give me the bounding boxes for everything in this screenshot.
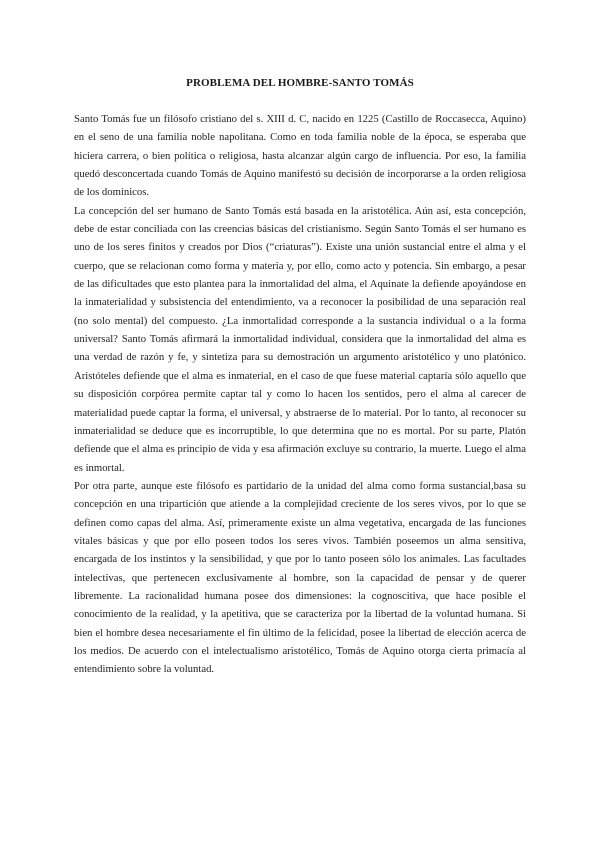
document-body <box>74 110 526 679</box>
page-title: PROBLEMA DEL HOMBRE-SANTO TOMÁS <box>186 77 414 89</box>
paragraph-biography: Santo Tomás fue un filósofo cristiano del s. XIII d. C, nacido en 1225 (Castillo de Roccasecca, Aquino) en el seno de una familia noble napolitana. Como en toda familia noble de la época, se esperaba que hiciera carrera, o bien política o religiosa, hasta alcanzar algún cargo de influencia. Por eso, la familia quedó desconcertada cuando Tomás de Aquino manifestó su decisión de incorporarse a la orden religiosa de los dominicos. <box>74 113 526 199</box>
paragraph-soul-tripartition: Por otra parte, aunque este filósofo es partidario de la unidad del alma como forma sustancial,basa su concepción en una tripartición que atiende a la complejidad creciente de los seres vivos, por lo que se definen como capas del alma. Así, primeramente existe un alma vegetativa, encargada de las funciones vitales básicas y que por ello poseen todos los seres vivos. También poseemos un alma sensitiva, encargada de los instintos y la sensibilidad, y que por lo tanto poseen sólo los animales. Las facultades intelectivas, que pertenecen exclusivamente al hombre, son la capacidad de pensar y de querer libremente. La racionalidad humana posee dos dimensiones: la cognoscitiva, que hace posible el conocimiento de la realidad, y la apetitiva, que se caracteriza por la libertad de la voluntad humana. Si bien el hombre desea necesariamente el fin último de la felicidad, posee la libertad de elección acerca de los medios. De acuerdo con el intelectualismo aristotélico, Tomás de Aquino otorga cierta primacía al entendimiento sobre la voluntad. <box>74 479 526 676</box>
paragraph-soul-immortality: La concepción del ser humano de Santo Tomás está basada en la aristotélica. Aún así, esta concepción, debe de estar conciliada con las creencias básicas del cristianismo. Según Santo Tomás el ser humano es uno de los seres finitos y creados por Dios (“criaturas”). Existe una unión sustancial entre el alma y el cuerpo, que se relacionan como forma y materia y, por ello, como acto y potencia. Sin embargo, a pesar de las dificultades que esto plantea para la inmortalidad del alma, el Aquinate la defiende apoyándose en la inmaterialidad y subsistencia del entendimiento, va a reconocer la posibilidad de una separación real (no solo mental) del compuesto. ¿La inmortalidad corresponde a la sustancia individual o a la forma universal? Santo Tomás afirmará la inmortalidad individual, considera que la inmortalidad del alma es una verdad de razón y fe, y sintetiza para su demostración un argumento aristotélico y uno platónico. Aristóteles defiende que el alma es inmaterial, en el caso de que fuese material captaría sólo aquello que su disposición corpórea permite captar tal y como lo hacen los sentidos, pero el alma al carecer de materialidad puede captar la forma, el universal, y abstraerse de lo material. Por lo tanto, al reconocer su inmaterialidad se deduce que es incorruptible, lo que determina que no es mortal. Por su parte, Platón defiende que el alma es principio de vida y esa afirmación excluye su contrario, la muerte. Luego el alma es inmortal. <box>74 204 526 474</box>
